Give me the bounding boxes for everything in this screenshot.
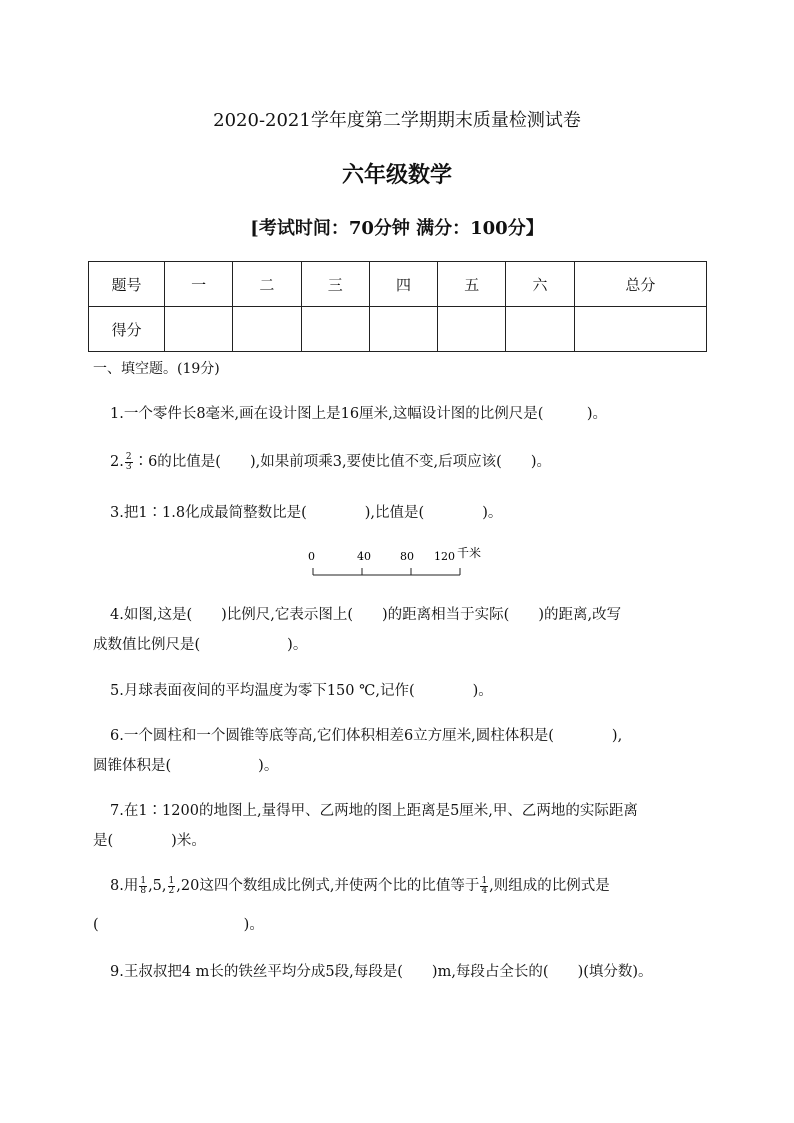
question-8-text: ,则组成的比例式是 bbox=[489, 878, 610, 894]
fraction-denominator: 8 bbox=[140, 885, 147, 896]
table-cell: 得分 bbox=[89, 307, 165, 352]
scale-label: 0 bbox=[308, 550, 315, 563]
score-table-header-row bbox=[89, 262, 707, 307]
question-4-line-2: 成数值比例尺是( )。 bbox=[93, 637, 308, 653]
table-cell: 总分 bbox=[574, 262, 706, 307]
score-input-cell[interactable] bbox=[438, 307, 506, 352]
table-cell: 三 bbox=[301, 262, 369, 307]
question-1: 1.一个零件长8毫米,画在设计图上是16厘米,这幅设计图的比例尺是( )。 bbox=[110, 406, 608, 422]
scale-label: 120 bbox=[434, 550, 455, 563]
section-heading: 一、填空题。(19分) bbox=[93, 361, 220, 377]
fraction-numerator: 2 bbox=[125, 451, 132, 462]
score-input-cell[interactable] bbox=[233, 307, 301, 352]
score-input-cell[interactable] bbox=[574, 307, 706, 352]
question-9: 9.王叔叔把4 m长的铁丝平均分成5段,每段是( )m,每段占全长的( )(填分数)。 bbox=[110, 964, 653, 980]
fraction-denominator: 2 bbox=[168, 885, 175, 896]
question-6-line-1: 6.一个圆柱和一个圆锥等底等高,它们体积相差6立方厘米,圆柱体积是( ), bbox=[110, 728, 623, 744]
question-8-text: ,5, bbox=[148, 878, 167, 894]
fraction bbox=[480, 877, 488, 896]
score-table bbox=[88, 261, 707, 352]
question-3: 3.把1∶1.8化成最简整数比是( ),比值是( )。 bbox=[110, 505, 503, 521]
table-cell: 题号 bbox=[89, 262, 165, 307]
table-cell: 四 bbox=[369, 262, 437, 307]
table-cell: 二 bbox=[233, 262, 301, 307]
exam-title: 2020-2021学年度第二学期期末质量检测试卷 bbox=[213, 110, 581, 131]
question-7-line-2: 是( )米。 bbox=[93, 833, 206, 849]
scale-label: 80 bbox=[400, 550, 414, 563]
scale-label: 40 bbox=[357, 550, 371, 563]
table-cell: 五 bbox=[438, 262, 506, 307]
question-7-line-1: 7.在1∶1200的地图上,量得甲、乙两地的图上距离是5厘米,甲、乙两地的实际距离 bbox=[110, 803, 638, 819]
fraction bbox=[125, 453, 133, 472]
fraction bbox=[168, 877, 176, 896]
question-8-prefix: 8.用 bbox=[110, 878, 139, 894]
score-table-score-row bbox=[89, 307, 707, 352]
table-cell: 六 bbox=[506, 262, 574, 307]
question-8-line-2: ( )。 bbox=[93, 917, 264, 933]
question-6-line-2: 圆锥体积是( )。 bbox=[93, 758, 279, 774]
fraction-numerator: 1 bbox=[140, 875, 147, 886]
scale-bar-diagram bbox=[300, 545, 500, 585]
subject-title: 六年级数学 bbox=[341, 162, 452, 188]
score-input-cell[interactable] bbox=[165, 307, 233, 352]
question-2-text: ∶6的比值是( ),如果前项乘3,要使比值不变,后项应该( )。 bbox=[133, 454, 551, 470]
fraction-numerator: 1 bbox=[481, 875, 488, 886]
question-8-line-1 bbox=[110, 874, 610, 896]
fraction-denominator: 3 bbox=[125, 461, 132, 472]
fraction-denominator: 4 bbox=[481, 885, 488, 896]
exam-info: [考试时间：70分钟 满分：100分】 bbox=[250, 218, 544, 239]
score-input-cell[interactable] bbox=[301, 307, 369, 352]
question-2-number: 2. bbox=[110, 454, 124, 470]
scale-unit: 千米 bbox=[457, 546, 482, 560]
question-8-text: ,20这四个数组成比例式,并使两个比的比值等于 bbox=[176, 878, 480, 894]
table-cell: 一 bbox=[165, 262, 233, 307]
fraction bbox=[139, 877, 147, 896]
score-input-cell[interactable] bbox=[506, 307, 574, 352]
score-input-cell[interactable] bbox=[369, 307, 437, 352]
question-5: 5.月球表面夜间的平均温度为零下150 ℃,记作( )。 bbox=[110, 683, 493, 699]
question-4-line-1: 4.如图,这是( )比例尺,它表示图上( )的距离相当于实际( )的距离,改写 bbox=[110, 607, 622, 623]
question-2 bbox=[110, 450, 551, 472]
fraction-numerator: 1 bbox=[168, 875, 175, 886]
